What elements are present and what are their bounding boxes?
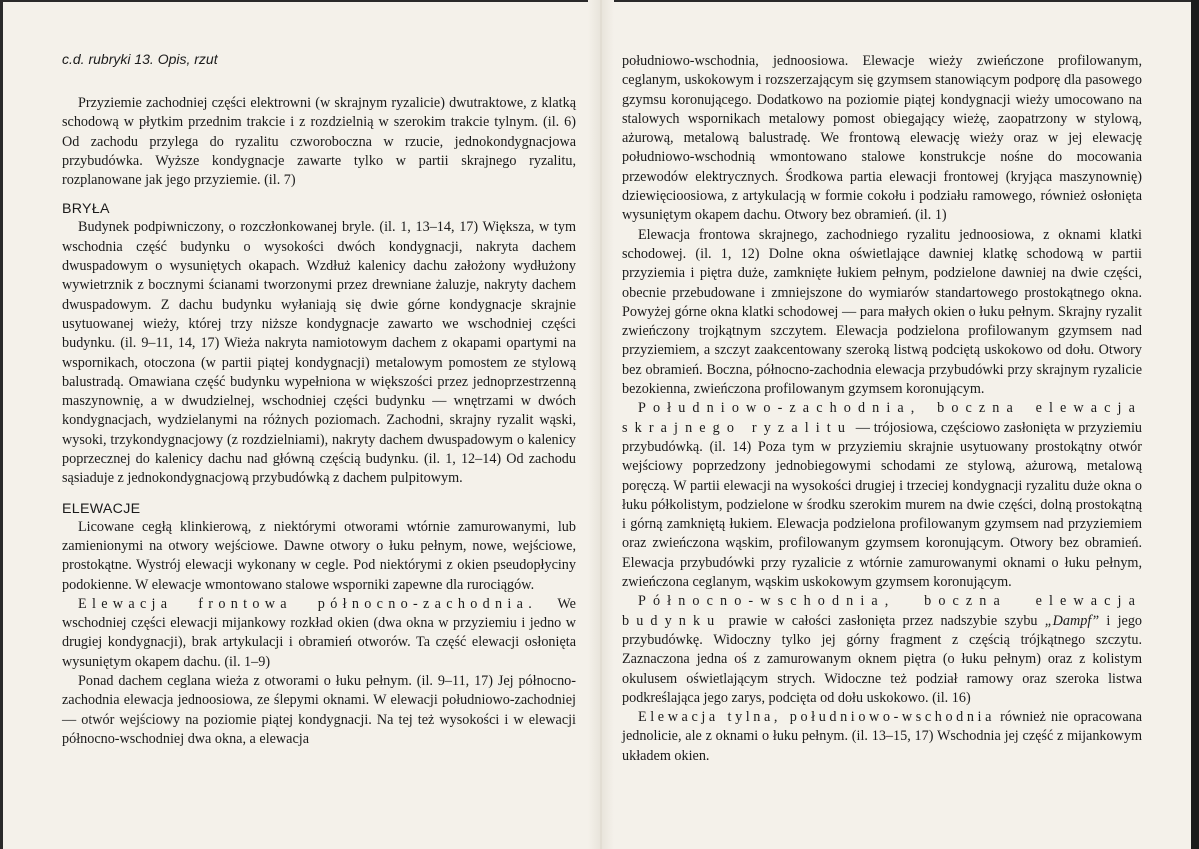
rear-facade-text: również nie opracowana jednolicie, ale z oknami o łuku pełnym. (il. 13–15, 17) Wschodnia jej część z mijankowym układem okien. [622,709,1143,764]
scan-border-left [0,0,3,849]
front-facade-text: We wschodniej części elewacji mijankowy rozkład okien (dwa okna w przyziemiu i jedno w drugiej kondygnacji), brak artykulacji i obramień otworów. Ta część elewacji osłonięta wysuniętym okapem dachu. (il. 1–9) [62,595,576,670]
northeast-text-a: prawie w całości zasłonięta przez nadszybie szybu [728,612,1045,629]
paragraph-facades-intro: Licowane cegłą klinkierową, z niektórymi otworami wtórnie zamurowanymi, lub zamienionymi na otwory wejściowe. Dawne otwory o łuku pełnym, nowe, wejściowe, prostokątne. Wystrój elewacji wykonany w cegle. Pod niektórymi z okien pseudopłyciny podokienne. W elewacje wmontowano stalowe wsporniki zapewne dla rurociągów. [62,518,576,593]
northeast-text-b: i jego przybudówkę. Widoczny tylko jej górny fragment z częścią trójkątnego szczytu. Zaznaczona jedna oś z zamurowanym oknem piętra (o łuku pełnym) oraz z kolistym okulusem oświetlającym strych. Widoczne też podział ramowy oraz szeroka listwa podkreślająca jego zarys, podcięta od dołu uskokowo. (il. 16) [622,612,1143,706]
spaced-lead-northeast: Północno-wschodnia, boczna elewacja budynku [622,593,1142,629]
section-heading-elewacje: ELEWACJE [62,500,141,517]
paragraph-tower-cont: południowo-wschodnia, jednoosiowa. Elewacje wieży zwieńczone profilowanym, ceglanym, uskokowym i rozszerzającym się gzymsem stanowiącym podporę dla pasowego gzymsu koronującego. Dodatkowo na poziomie piątej kondygnacji wieży umocowano na stalowych wspornikach metalowy pomost obiegający wieżę, zaopatrzony w stylową, ażurową, metalową balustradę. We frontową elewację wieży oraz w jej elewację południowo-wschodnią wmontowano stalowe konstrukcje nośne do mocowania przewodów elektrycznych. Środkowa partia elewacji frontowej (kryjąca maszynownię) dziewięcioosiowa, z artykulacją w formie cokołu i podziału ramowego, również osłonięta wysuniętym okapem dachu. Otwory bez obramień. (il. 1) [622,53,1142,224]
left-page [62,0,576,749]
paragraph-rear-facade [622,708,1142,766]
right-page [622,0,1142,766]
section-heading-bryla: BRYŁA [62,201,110,218]
book-gutter [588,0,614,849]
spaced-lead-southwest: Południowo-zachodnia, boczna elewacja skrajnego ryzalitu [622,400,1142,436]
spaced-lead-front-facade: Elewacja frontowa północno-zachodnia. [78,595,538,612]
paragraph-west-risalit: Elewacja frontowa skrajnego, zachodniego ryzalitu jednoosiowa, z oknami klatki schodowej. (il. 1, 12) Dolne okna oświetlające dawniej klatkę schodową w partii przyziemia i piętra duże, zamknięte łukiem pełnym, podzielone dawniej na dwie części, obecnie przebudowane i zmniejszone do wymiarów standartowego prostokątnego okna. Powyżej górne okna klatki schodowej — para małych okien o łuku pełnym. Skrajny ryzalit zwieńczony trojkątnym szczytem. Elewacja podzielona profilowanym gzymsem nad przyziemiem, a szczyt zaakcentowany szeroką listwą podciętą uskokowo od dołu. Otwory bez obramień. Boczna, północno-zachodnia elewacja przybudówki przy skrajnym ryzalicie bezokienna, zwieńczona profilowanym gzymsem koronującym. [622,226,1142,398]
spaced-lead-rear: Elewacja tylna, południowo-wschodnia [638,709,995,726]
shaft-name: „Dampf” [1044,612,1100,629]
paragraph-massing: Budynek podpiwniczony, o rozczłonkowanej bryle. (il. 1, 13–14, 17) Większa, w tym wschodnia część budynku o wysokości dwóch kondygnacji, nakryta dachem dwuspadowym o wysuniętych okapach. Wzdłuż kalenicy dachu założony wydłużony wywietrznik z bocznymi ścianami tworzonymi przez drewniane żaluzje, nakryty dachem dwuspadowym. Z dachu budynku wyłaniają się dwie górne kondygnacje skrajnie usytuowanej wieży, której trzy niższe kondygnacje zawarto we wschodniej części budynku. (il. 9–11, 14, 17) Wieża nakryta namiotowym dachem z okapami opartymi na wspornikach, otoczona (w partii piątej kondygnacji) metalowym pomostem ze stylową balustradą. Omawiana część budynku wypełniona w większości przez jednoprzestrzenną maszynownię, a w dwudzielnej, wschodniej części budynku — wnętrzami w dwóch kondygnacjach, wydzielanymi na różnych poziomach. Zachodni, skrajny ryzalit wąski, wysoki, trzykondygnacjowy (z rozdzielniami), nakryty dachem dwuspadowym o kalenicy poprzecznej do kalenicy dachu nad główną częścią budynku. (il. 1, 12–14) Od zachodu sąsiaduje z jednokondygnacjową przybudówką z dachem pulpitowym. [62,219,576,487]
paragraph-front-facade [62,595,576,672]
paragraph-ground-floor: Przyziemie zachodniej części elektrowni (w skrajnym ryzalicie) dwutraktowe, z klatką schodową w płytkim przednim trakcie i z rozdzielnią w szerokim trakcie tylnym. (il. 6) Od zachodu przylega do ryzalitu czworoboczna w rzucie, jednokondygnacjowa przybudówka. Wyższe kondygnacje zawarte tylko w partii skrajnego ryzalitu, rozplanowane jak jego przyziemie. (il. 7) [62,95,576,189]
southwest-facade-text: — trójosiowa, częściowo zasłonięta w przyziemiu przybudówką. (il. 14) Poza tym w przyziemiu skrajnie usytuowany prostokątny otwór wejściowy poprzedzony jednobiegowymi schodami ze stylową, ażurową, metalową poręczą. W partii elewacji na wysokości drugiej i trzeciej kondygnacji ryzalitu duże okna o łuku półkolistym, podzielone w środku szerokim murem na dwie części, dolną prostokątną i górną zamkniętą łukiem. Elewacja podzielona profilowanym gzymsem nad przyziemiem oraz zwieńczona wąskim, profilowanym gzymsem koronującym. Otwory bez obramień. Elewacja przybudówki przy ryzalicie z wtórnie zamurowanymi oknami o łuku pełnym, zwieńczona ceglanym, wąskim uskokowym gzymsem koronującym. [622,419,1143,591]
running-head: c.d. rubryki 13. Opis, rzut [62,51,218,67]
paragraph-northeast-facade [622,592,1142,708]
paragraph-southwest-facade [622,399,1142,592]
paragraph-tower: Ponad dachem ceglana wieża z otworami o łuku pełnym. (il. 9–11, 17) Jej północno-zachodnia elewacja jednoosiowa, ze ślepymi oknami. W elewacji południowo-zachodniej — otwór wejściowy na poziomie piątej kondygnacji. Na tej też wysokości i w elewacji północno-wschodniej dwa okna, a elewacja [62,673,576,747]
scan-border-right [1191,0,1199,849]
